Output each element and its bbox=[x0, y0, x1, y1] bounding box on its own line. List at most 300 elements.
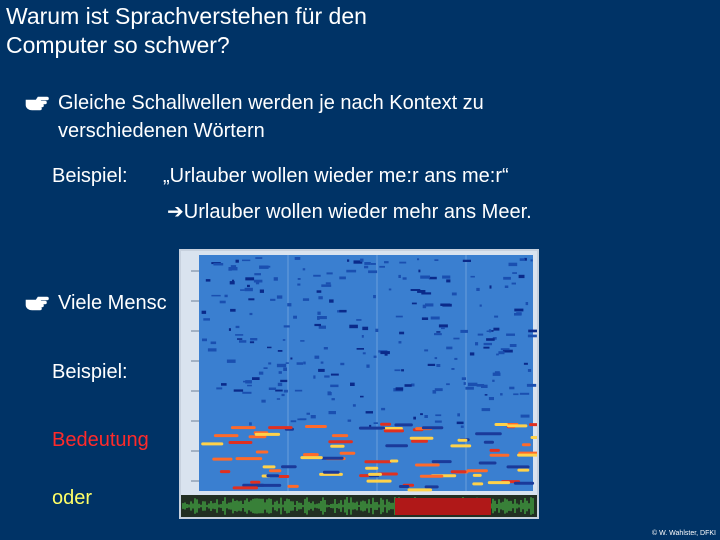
spectrogram-speckle bbox=[211, 342, 217, 345]
spectrogram-speckle bbox=[261, 400, 265, 403]
spectrogram-formant bbox=[365, 467, 378, 470]
spectrogram-speckle bbox=[297, 362, 303, 365]
spectrogram-speckle bbox=[371, 263, 376, 265]
spectrogram-speckle bbox=[520, 393, 529, 395]
spectrogram-speckle bbox=[457, 413, 460, 416]
spectrogram-speckle bbox=[287, 303, 291, 306]
spectrogram-speckle bbox=[242, 392, 251, 394]
spectrogram-speckle bbox=[493, 328, 499, 331]
spectrogram-speckle bbox=[496, 354, 499, 356]
spectrogram-formant bbox=[390, 460, 398, 463]
spectrogram-speckle bbox=[501, 348, 510, 350]
spectrogram-formant bbox=[472, 482, 483, 485]
spectrogram-formant bbox=[340, 452, 356, 455]
spectrogram-speckle bbox=[284, 325, 290, 327]
spectrogram-speckle bbox=[232, 280, 234, 283]
spectrogram-speckle bbox=[282, 394, 285, 396]
spectrogram-speckle bbox=[431, 317, 440, 320]
spectrogram-formant bbox=[255, 433, 280, 436]
spectrogram-formant bbox=[212, 458, 232, 461]
spectrogram-formant bbox=[399, 485, 410, 488]
spectrogram-speckle bbox=[269, 388, 276, 391]
spectrogram-speckle bbox=[429, 277, 437, 280]
spectrogram-speckle bbox=[315, 356, 320, 359]
example-1-result bbox=[167, 199, 532, 225]
spectrogram-formant bbox=[517, 454, 537, 457]
example-2-label: Beispiel: bbox=[52, 361, 128, 383]
spectrogram-speckle bbox=[303, 298, 309, 301]
spectrogram-speckle bbox=[340, 363, 344, 365]
spectrogram-speckle bbox=[519, 275, 525, 278]
spectrogram-speckle bbox=[487, 331, 492, 333]
spectrogram-speckle bbox=[435, 414, 441, 416]
spectrogram-speckle bbox=[480, 305, 482, 307]
spectrogram-speckle bbox=[462, 377, 466, 380]
spectrogram-speckle bbox=[486, 338, 495, 341]
spectrogram-formant bbox=[367, 480, 392, 483]
spectrogram-speckle bbox=[297, 419, 305, 421]
spectrogram-formant bbox=[256, 451, 268, 454]
copyright-notice: © W. Wahlster, DFKI bbox=[651, 530, 716, 537]
spectrogram-speckle bbox=[313, 275, 321, 277]
spectrogram-speckle bbox=[509, 263, 518, 266]
spectrogram-speckle bbox=[311, 415, 316, 418]
spectrogram-speckle bbox=[411, 289, 421, 291]
or-label: oder bbox=[52, 487, 93, 509]
spectrogram-formant bbox=[263, 465, 276, 468]
spectrogram-speckle bbox=[254, 273, 261, 275]
spectrogram-speckle bbox=[239, 340, 246, 343]
spectrogram-speckle bbox=[291, 420, 297, 422]
spectrogram-speckle bbox=[237, 338, 242, 340]
spectrogram-formant bbox=[364, 460, 391, 463]
spectrogram-formant bbox=[308, 453, 319, 456]
spectrogram-formant bbox=[305, 425, 327, 428]
spectrogram-speckle bbox=[280, 380, 287, 382]
spectrogram-speckle bbox=[317, 290, 322, 293]
spectrogram-speckle bbox=[435, 421, 442, 423]
spectrogram-formant bbox=[490, 449, 500, 452]
spectrogram-speckle bbox=[227, 360, 236, 363]
spectrogram-speckle bbox=[221, 383, 227, 386]
spectrogram-speckle bbox=[206, 279, 211, 282]
pointing-hand-icon bbox=[24, 92, 50, 112]
example-1-label: Beispiel: bbox=[52, 165, 128, 187]
spectrogram-speckle bbox=[366, 365, 369, 368]
spectrogram-speckle bbox=[242, 260, 250, 262]
spectrogram-speckle bbox=[284, 390, 288, 393]
spectrogram-speckle bbox=[245, 380, 252, 383]
spectrogram-speckle bbox=[396, 387, 404, 390]
spectrogram-speckle bbox=[380, 351, 390, 354]
spectrogram-speckle bbox=[236, 260, 239, 263]
spectrogram-speckle bbox=[349, 325, 358, 329]
spectrogram-formant bbox=[380, 423, 391, 426]
spectrogram-speckle bbox=[446, 279, 450, 282]
spectrogram-speckle bbox=[247, 285, 250, 287]
spectrogram-speckle bbox=[339, 277, 346, 280]
spectrogram-speckle bbox=[303, 268, 306, 270]
spectrogram-speckle bbox=[379, 266, 385, 268]
spectrogram-formant bbox=[332, 434, 348, 437]
spectrogram-speckle bbox=[460, 330, 468, 333]
spectrogram-speckle bbox=[475, 342, 478, 345]
spectrogram-speckle bbox=[366, 411, 373, 413]
spectrogram-formant bbox=[236, 457, 263, 460]
spectrogram-speckle bbox=[236, 326, 240, 328]
spectrogram-image bbox=[179, 249, 539, 519]
spectrogram-speckle bbox=[489, 397, 494, 400]
spectrogram-speckle bbox=[317, 312, 320, 315]
bullet-1-line-1: Gleiche Schallwellen werden je nach Kontext zu bbox=[58, 92, 484, 114]
spectrogram-speckle bbox=[374, 356, 377, 358]
spectrogram-speckle bbox=[368, 270, 377, 273]
spectrogram-formant bbox=[288, 485, 299, 488]
spectrogram-speckle bbox=[435, 357, 438, 359]
spectrogram-formant bbox=[394, 423, 413, 426]
spectrogram-speckle bbox=[240, 289, 245, 291]
spectrogram-speckle bbox=[279, 371, 282, 374]
spectrogram-speckle bbox=[463, 260, 471, 262]
spectrogram-speckle bbox=[267, 347, 272, 349]
spectrogram-formant bbox=[201, 442, 223, 445]
spectrogram-speckle bbox=[326, 282, 331, 284]
spectrogram-speckle bbox=[457, 422, 464, 425]
spectrogram-formant bbox=[495, 423, 508, 426]
spectrogram-speckle bbox=[381, 408, 385, 410]
spectrogram-graphic bbox=[181, 251, 537, 517]
spectrogram-formant bbox=[368, 473, 382, 476]
spectrogram-speckle bbox=[328, 392, 332, 395]
spectrogram-formant bbox=[484, 441, 494, 444]
spectrogram-formant bbox=[479, 462, 497, 465]
spectrogram-speckle bbox=[413, 417, 416, 420]
spectrogram-formant bbox=[266, 474, 279, 477]
spectrogram-speckle bbox=[434, 333, 442, 335]
spectrogram-speckle bbox=[399, 262, 406, 264]
spectrogram-speckle bbox=[420, 413, 423, 415]
spectrogram-speckle bbox=[471, 276, 475, 278]
spectrogram-speckle bbox=[422, 317, 428, 320]
spectrogram-speckle bbox=[418, 270, 420, 273]
spectrogram-formant bbox=[269, 469, 281, 472]
spectrogram-speckle bbox=[277, 364, 286, 367]
spectrogram-speckle bbox=[313, 375, 315, 378]
spectrogram-formant bbox=[254, 484, 281, 487]
example-1-result-text: Urlauber wollen wieder mehr ans Meer. bbox=[183, 201, 532, 223]
spectrogram-speckle bbox=[245, 288, 253, 291]
spectrogram-formant bbox=[507, 465, 530, 468]
spectrogram-formant bbox=[250, 481, 260, 484]
meaning-label: Bedeutung bbox=[52, 429, 149, 451]
spectrogram-speckle bbox=[384, 261, 389, 263]
spectrogram-speckle bbox=[485, 394, 488, 396]
spectrogram-speckle bbox=[203, 318, 210, 320]
spectrogram-speckle bbox=[442, 276, 450, 279]
spectrogram-speckle bbox=[452, 293, 457, 296]
spectrogram-formant bbox=[490, 454, 510, 457]
spectrogram-formant bbox=[422, 426, 443, 429]
spectrogram-speckle bbox=[493, 373, 501, 376]
spectrogram-formant bbox=[529, 423, 537, 426]
spectrogram-speckle bbox=[293, 316, 297, 319]
spectrogram-speckle bbox=[318, 296, 322, 299]
spectrogram-speckle bbox=[256, 282, 259, 284]
spectrogram-speckle bbox=[513, 393, 518, 395]
spectrogram-formant bbox=[408, 488, 433, 491]
spectrogram-speckle bbox=[356, 319, 361, 321]
spectrogram-speckle bbox=[433, 390, 437, 394]
spectrogram-speckle bbox=[373, 295, 376, 298]
spectrogram-speckle bbox=[528, 335, 537, 338]
spectrogram-speckle bbox=[468, 383, 477, 386]
spectrogram-speckle bbox=[254, 280, 263, 283]
spectrogram-speckle bbox=[357, 348, 364, 350]
spectrogram-speckle bbox=[317, 316, 327, 319]
spectrogram-formant bbox=[233, 486, 258, 489]
spectrogram-speckle bbox=[399, 332, 404, 335]
spectrogram-speckle bbox=[509, 387, 514, 390]
spectrogram-speckle bbox=[248, 298, 254, 300]
spectrogram-speckle bbox=[420, 276, 430, 279]
pointing-hand-icon bbox=[24, 292, 50, 312]
spectrogram-speckle bbox=[477, 384, 485, 387]
spectrogram-speckle bbox=[283, 339, 286, 341]
spectrogram-speckle bbox=[506, 334, 515, 336]
spectrogram-speckle bbox=[324, 347, 328, 350]
spectrogram-speckle bbox=[277, 295, 282, 298]
spectrogram-speckle bbox=[332, 398, 335, 400]
spectrogram-speckle bbox=[500, 393, 503, 395]
spectrogram-speckle bbox=[259, 372, 263, 375]
spectrogram-speckle bbox=[451, 368, 454, 370]
spectrogram-speckle bbox=[461, 426, 464, 428]
spectrogram-speckle bbox=[482, 408, 491, 411]
spectrogram-formant bbox=[522, 443, 531, 446]
spectrogram-speckle bbox=[494, 316, 498, 318]
spectrogram-speckle bbox=[229, 267, 238, 270]
spectrogram-speckle bbox=[425, 303, 433, 306]
spectrogram-speckle bbox=[436, 364, 440, 367]
spectrogram-speckle bbox=[318, 369, 325, 372]
spectrogram-speckle bbox=[374, 422, 378, 424]
spectrogram-speckle bbox=[514, 313, 522, 316]
spectrogram-formant bbox=[458, 439, 468, 442]
example-1-quote: „Urlauber wollen wieder me:r ans me:r“ bbox=[163, 165, 509, 187]
spectrogram-formant bbox=[328, 440, 353, 443]
spectrogram-speckle bbox=[283, 368, 287, 372]
spectrogram-formant bbox=[425, 485, 439, 488]
spectrogram-speckle bbox=[434, 259, 438, 261]
spectrogram-formant bbox=[514, 482, 534, 485]
spectrogram-formant bbox=[321, 457, 343, 460]
spectrogram-speckle bbox=[249, 422, 252, 425]
spectrogram-speckle bbox=[527, 384, 536, 387]
spectrogram-speckle bbox=[412, 303, 417, 305]
spectrogram-speckle bbox=[424, 415, 428, 418]
spectrogram-speckle bbox=[247, 385, 252, 387]
spectrogram-speckle bbox=[401, 369, 404, 371]
spectrogram-speckle bbox=[295, 257, 301, 260]
spectrogram-speckle bbox=[297, 284, 300, 286]
spectrogram-speckle bbox=[362, 327, 368, 330]
spectrogram-speckle bbox=[360, 259, 363, 262]
spectrogram-speckle bbox=[213, 263, 223, 266]
spectrogram-speckle bbox=[278, 350, 283, 352]
spectrogram-speckle bbox=[275, 390, 283, 392]
spectrogram-speckle bbox=[347, 259, 349, 261]
spectrogram-speckle bbox=[492, 380, 494, 382]
spectrogram-speckle bbox=[478, 334, 484, 336]
spectrogram-speckle bbox=[424, 349, 428, 351]
spectrogram-speckle bbox=[520, 258, 525, 261]
spectrogram-formant bbox=[432, 460, 452, 463]
spectrogram-speckle bbox=[363, 352, 366, 354]
spectrogram-speckle bbox=[303, 362, 306, 365]
spectrogram-formant bbox=[214, 434, 239, 437]
spectrogram-speckle bbox=[512, 283, 516, 285]
spectrogram-speckle bbox=[220, 301, 226, 304]
spectrogram-speckle bbox=[295, 390, 302, 392]
spectrogram-speckle bbox=[255, 257, 262, 259]
spectrogram-speckle bbox=[483, 347, 489, 349]
spectrogram-speckle bbox=[300, 340, 304, 342]
spectrogram-speckle bbox=[346, 270, 356, 273]
spectrogram-speckle bbox=[454, 358, 457, 360]
spectrogram-speckle bbox=[417, 258, 419, 260]
spectrogram-speckle bbox=[421, 292, 431, 294]
spectrogram-speckle bbox=[307, 413, 311, 415]
spectrogram-formant bbox=[229, 441, 253, 444]
spectrogram-speckle bbox=[211, 295, 220, 297]
spectrogram-speckle bbox=[428, 364, 435, 366]
spectrogram-formant bbox=[411, 440, 428, 443]
spectrogram-speckle bbox=[250, 338, 257, 341]
spectrogram-formant bbox=[268, 426, 293, 429]
spectrogram-speckle bbox=[362, 335, 364, 338]
spectrogram-formant bbox=[473, 474, 482, 477]
spectrogram-formant bbox=[323, 471, 340, 474]
spectrogram-speckle bbox=[298, 278, 301, 280]
spectrogram-speckle bbox=[270, 299, 275, 301]
spectrogram-speckle bbox=[250, 341, 254, 343]
spectrogram-formant bbox=[300, 456, 322, 459]
arrow-right-icon: ➔ bbox=[167, 201, 184, 223]
bullet-2-text: Viele Mensc bbox=[58, 292, 167, 314]
spectrogram-speckle bbox=[261, 266, 270, 268]
spectrogram-speckle bbox=[531, 259, 533, 261]
spectrogram-formant bbox=[420, 475, 444, 478]
spectrogram-speckle bbox=[405, 384, 412, 387]
spectrogram-speckle bbox=[453, 338, 459, 340]
spectrogram-formant bbox=[488, 481, 510, 484]
spectrogram-formant bbox=[475, 432, 502, 435]
spectrogram-formant bbox=[281, 465, 297, 468]
spectrogram-speckle bbox=[331, 374, 339, 376]
waveform-highlight bbox=[395, 498, 491, 515]
spectrogram-speckle bbox=[446, 383, 450, 385]
spectrogram-formant bbox=[517, 469, 529, 472]
spectrogram-formant bbox=[385, 444, 408, 447]
spectrogram-speckle bbox=[512, 272, 517, 274]
spectrogram-speckle bbox=[264, 367, 268, 369]
spectrogram-formant bbox=[507, 424, 527, 427]
spectrogram-speckle bbox=[524, 363, 528, 365]
spectrogram-speckle bbox=[403, 277, 407, 279]
spectrogram-speckle bbox=[440, 304, 450, 307]
spectrogram-speckle bbox=[528, 330, 537, 333]
spectrogram-speckle bbox=[505, 286, 509, 289]
spectrogram-formant bbox=[467, 469, 488, 472]
spectrogram-speckle bbox=[252, 377, 260, 380]
spectrogram-speckle bbox=[526, 302, 529, 305]
spectrogram-speckle bbox=[329, 411, 337, 414]
spectrogram-speckle bbox=[514, 309, 523, 312]
spectrogram-speckle bbox=[510, 344, 517, 347]
spectrogram-speckle bbox=[350, 383, 355, 386]
spectrogram-speckle bbox=[360, 396, 364, 398]
spectrogram-formant bbox=[359, 427, 385, 430]
spectrogram-speckle bbox=[528, 369, 531, 372]
spectrogram-speckle bbox=[364, 266, 368, 269]
spectrogram-speckle bbox=[398, 275, 401, 278]
spectrogram-speckle bbox=[375, 329, 378, 332]
spectrogram-speckle bbox=[268, 362, 271, 364]
spectrogram-speckle bbox=[364, 262, 371, 265]
spectrogram-speckle bbox=[245, 277, 254, 280]
spectrogram-speckle bbox=[399, 341, 402, 343]
spectrogram-speckle bbox=[466, 387, 474, 390]
spectrogram-speckle bbox=[286, 362, 289, 364]
spectrogram-axis-ticks bbox=[191, 271, 199, 481]
spectrogram-speckle bbox=[484, 343, 492, 345]
slide-title: Warum ist Sprachverstehen für den Computer so schwer? bbox=[6, 3, 367, 58]
spectrogram-speckle bbox=[503, 277, 511, 280]
spectrogram-speckle bbox=[290, 358, 292, 360]
spectrogram-speckle bbox=[229, 328, 231, 331]
spectrogram-speckle bbox=[348, 420, 352, 422]
spectrogram-formant bbox=[451, 470, 467, 473]
spectrogram-speckle bbox=[521, 415, 530, 418]
spectrogram-speckle bbox=[476, 288, 479, 291]
spectrogram-speckle bbox=[441, 327, 445, 329]
spectrogram-formant bbox=[531, 436, 538, 439]
spectrogram-speckle bbox=[498, 351, 504, 354]
spectrogram-formant bbox=[450, 444, 471, 447]
spectrogram-speckle bbox=[395, 369, 401, 371]
spectrogram-formant bbox=[220, 470, 230, 473]
spectrogram-speckle bbox=[277, 398, 280, 400]
spectrogram-speckle bbox=[329, 299, 334, 302]
spectrogram-speckle bbox=[260, 290, 264, 293]
spectrogram-speckle bbox=[330, 385, 338, 388]
spectrogram-speckle bbox=[464, 382, 466, 385]
spectrogram-speckle bbox=[470, 352, 474, 355]
spectrogram-speckle bbox=[235, 334, 243, 336]
spectrogram-formant bbox=[410, 437, 434, 440]
spectrogram-speckle bbox=[278, 383, 282, 386]
spectrogram-speckle bbox=[321, 362, 324, 364]
spectrogram-formant bbox=[231, 426, 256, 429]
spectrogram-speckle bbox=[234, 389, 243, 391]
spectrogram-speckle bbox=[314, 324, 321, 326]
spectrogram-speckle bbox=[202, 311, 207, 314]
spectrogram-speckle bbox=[446, 347, 452, 350]
spectrogram-speckle bbox=[339, 310, 346, 313]
spectrogram-speckle bbox=[250, 313, 253, 315]
spectrogram-speckle bbox=[208, 348, 217, 351]
spectrogram-speckle bbox=[202, 339, 207, 342]
